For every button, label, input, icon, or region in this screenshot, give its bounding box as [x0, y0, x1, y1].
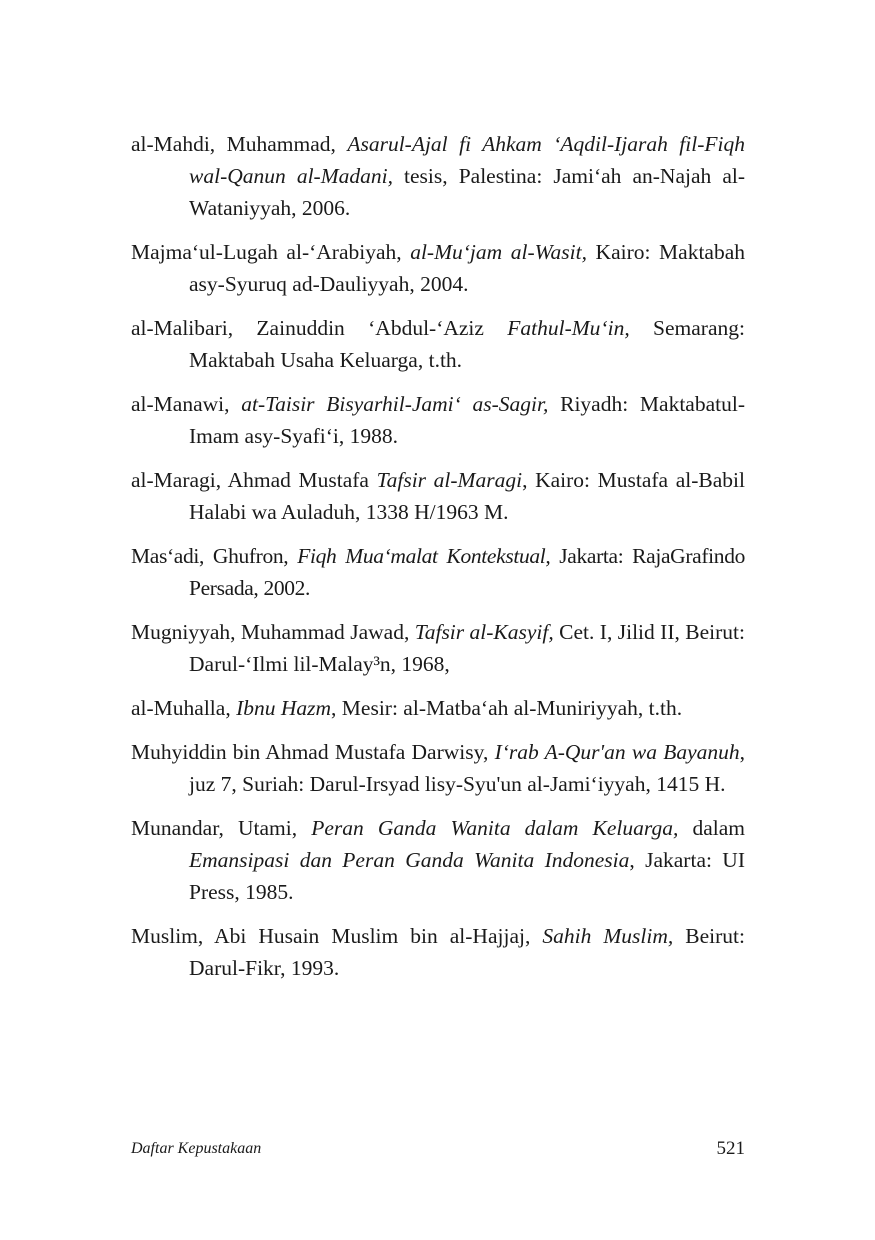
entry-publication: Riyadh: Maktabatul-Imam asy-Syafi‘i, 1988. — [189, 392, 745, 448]
bibliography-entry — [131, 236, 745, 300]
entry-title: Fiqh Mua‘malat Kontekstual, — [297, 544, 551, 568]
entry-author: Munandar, Utami, — [131, 816, 312, 840]
entry-author: al-Muhalla, — [131, 696, 237, 720]
entry-author: Majma‘ul-Lugah al-‘Arabiyah, — [131, 240, 411, 264]
entry-title: Tafsir al-Maragi — [376, 468, 523, 492]
entry-publication: , Mesir: al-Matba‘ah al-Muniriyyah, t.th. — [331, 696, 683, 720]
bibliography-entry — [131, 616, 745, 680]
bibliography-entry — [131, 540, 745, 604]
entry-container-title: Emansipasi dan Peran Ganda Wanita Indonesia — [189, 848, 630, 872]
entry-publication: Cet. I, Jilid II, Beirut: Darul-‘Ilmi lil-Malay³n, 1968, — [189, 620, 745, 676]
entry-publication: Kairo: Maktabah asy-Syuruq ad-Dauliyyah, 2004. — [189, 240, 745, 296]
entry-author: Mugniyyah, Muhammad Jawad, — [131, 620, 415, 644]
entry-title: at-Taisir Bisyarhil-Jami‘ as-Sagir, — [241, 392, 549, 416]
entry-author: al-Malibari, Zainuddin ‘Abdul-‘Aziz — [131, 316, 508, 340]
bibliography-entry — [131, 312, 745, 376]
entry-author: al-Manawi, — [131, 392, 242, 416]
bibliography-entry — [131, 692, 745, 724]
bibliography-entry — [131, 920, 745, 984]
entry-title: Sahih Muslim, — [542, 924, 674, 948]
entry-title: Fathul-Mu‘in, — [507, 316, 630, 340]
bibliography-entry — [131, 736, 745, 800]
entry-publication: , juz 7, Suriah: Darul-Irsyad lisy-Syu'un al-Jami‘iyyah, 1415 H. — [189, 740, 745, 796]
entry-title: al-Mu‘jam al-Wasit, — [410, 240, 587, 264]
running-footer-section: Daftar Kepustakaan — [131, 1140, 262, 1157]
bibliography-entry — [131, 128, 745, 224]
entry-title: Tafsir al-Kasyif, — [414, 620, 554, 644]
entry-publication: tesis, Palestina: Jami‘ah an-Najah al-Wataniyyah, 2006. — [189, 164, 745, 220]
entry-publication: Beirut: Darul-Fikr, 1993. — [189, 924, 745, 980]
entry-title: I‘rab A-Qur'an wa Bayanuh — [494, 740, 740, 764]
page-footer — [131, 1138, 745, 1164]
entry-publication: , Kairo: Mustafa al-Babil Halabi wa Auladuh, 1338 H/1963 M. — [189, 468, 745, 524]
entry-connector: dalam — [678, 816, 745, 840]
entry-publication: Semarang: Maktabah Usaha Keluarga, t.th. — [189, 316, 745, 372]
entry-author: al-Mahdi, Muhammad, — [131, 132, 348, 156]
bibliography-list — [131, 128, 745, 996]
entry-publication: , Jakarta: UI Press, 1985. — [189, 848, 745, 904]
entry-title: Asarul-Ajal fi Ahkam ‘Aqdil-Ijarah fil-Fiqh wal-Qanun al-Madani, — [189, 132, 745, 188]
entry-publication: Jakarta: RajaGrafindo Persada, 2002. — [189, 544, 745, 600]
entry-author: Muhyiddin bin Ahmad Mustafa Darwisy, — [131, 740, 495, 764]
entry-title: Ibnu Hazm — [236, 696, 332, 720]
bibliography-entry — [131, 388, 745, 452]
entry-author: Mas‘adi, Ghufron, — [131, 544, 298, 568]
entry-author: al-Maragi, Ahmad Mustafa — [131, 468, 377, 492]
page-number: 521 — [716, 1138, 745, 1159]
entry-author: Muslim, Abi Husain Muslim bin al-Hajjaj, — [131, 924, 543, 948]
entry-title: Peran Ganda Wanita dalam Keluarga, — [311, 816, 679, 840]
bibliography-entry — [131, 464, 745, 528]
bibliography-entry — [131, 812, 745, 908]
